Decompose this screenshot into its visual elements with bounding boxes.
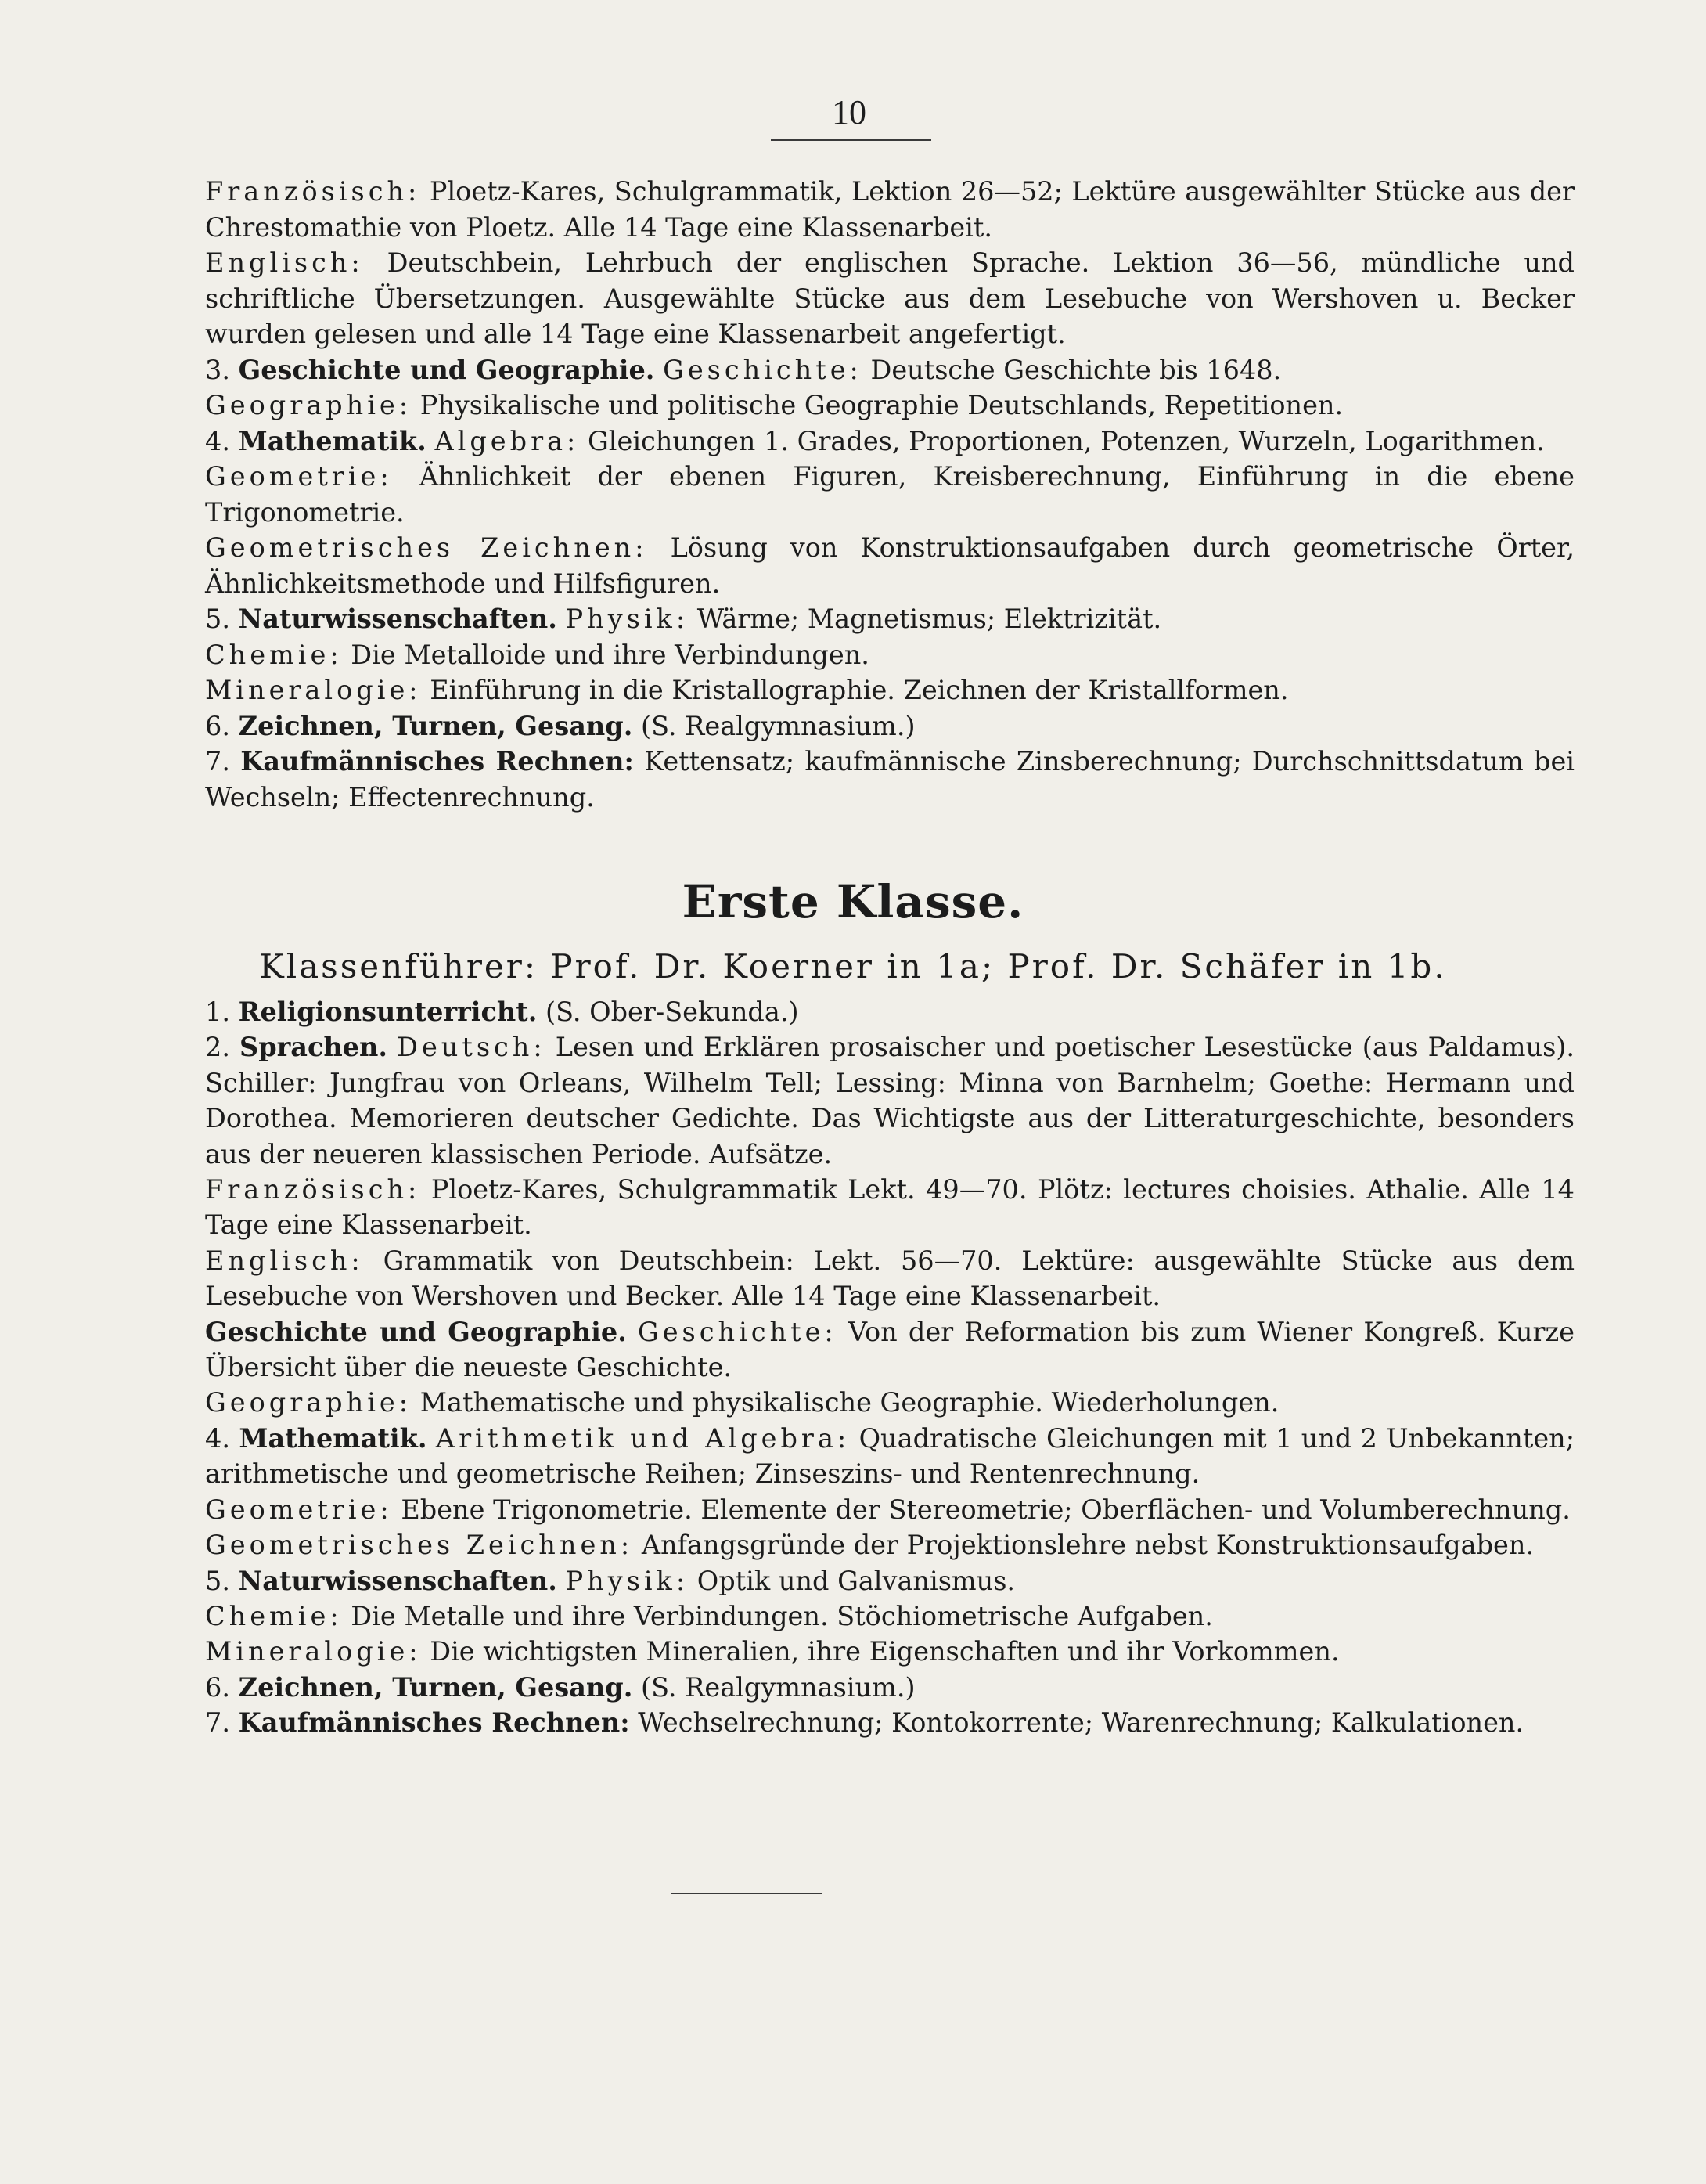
item-number: 4. [205, 1422, 230, 1454]
item-heading: Mathematik. [238, 425, 426, 456]
subject-text: Ploetz-Kares, Schulgrammatik, Lektion 26—52; Lektüre ausgewählter Stücke aus der Chrestomathie von Ploetz. Alle 14 Tage eine Klassenarbeit. [205, 176, 1575, 243]
section-title: Erste Klasse. [682, 875, 1024, 928]
subject-text: Die Metalle und ihre Verbindungen. Stöchiometrische Aufgaben. [351, 1600, 1213, 1631]
subject-text: Quadratische Gleichungen mit 1 und 2 Unbekannten; arithmetische und geometrische Reihen; Zinseszins- und Rentenrechnung. [205, 1422, 1575, 1490]
subject-text: Die Metalloide und ihre Verbindungen. [351, 639, 869, 670]
paragraph-mineralogie [205, 1634, 1575, 1669]
item-heading: Zeichnen, Turnen, Gesang. [238, 1671, 633, 1703]
subject-label: Deutsch: [397, 1032, 546, 1063]
paragraph-kaufmaennisches-rechnen [205, 744, 1575, 815]
paragraph-geographie [205, 387, 1575, 423]
item-number: 7. [205, 746, 230, 777]
paragraph-mathematik [205, 1421, 1575, 1492]
subject-text: Deutsche Geschichte bis 1648. [870, 354, 1282, 385]
subject-text: Die wichtigsten Mineralien, ihre Eigenschaften und ihr Vorkommen. [430, 1636, 1340, 1667]
paragraph-englisch [205, 1243, 1575, 1314]
closing-rule [671, 1893, 822, 1894]
subject-text: Wärme; Magnetismus; Elektrizität. [696, 604, 1162, 634]
paragraph-religion [205, 994, 1575, 1029]
item-heading: Geschichte und Geographie. [238, 354, 655, 385]
subject-text: Anfangsgründe der Projektionslehre nebst Konstruktionsaufgaben. [641, 1530, 1535, 1561]
first-class-curriculum [205, 994, 1575, 1741]
paragraph-naturwissenschaften [205, 1563, 1575, 1598]
paragraph-franzoesisch [205, 174, 1575, 245]
item-heading: Religionsunterricht. [238, 996, 538, 1027]
paragraph-geschichte [205, 1314, 1575, 1386]
subject-label: Geometrisches Zeichnen: [205, 532, 648, 563]
page-number: 10 [832, 93, 866, 132]
item-number: 7. [205, 1707, 230, 1739]
paragraph-mineralogie [205, 672, 1575, 708]
subject-label: Geschichte: [637, 1316, 837, 1347]
paragraph-franzoesisch [205, 1172, 1575, 1243]
subject-text: Lesen und Erklären prosaischer und poetischer Lesestücke (aus Paldamus). Schiller: Jungfrau von Orleans, Wilhelm Tell; Lessing: Minna von Barnhelm; Goethe: Hermann und Dorothea. Memorieren deutscher Gedichte. Das Wichtigste aus der Litteraturgeschichte, besonders aus der neueren klassischen Periode. Aufsätze. [205, 1032, 1575, 1169]
item-number: 5. [205, 604, 230, 634]
paragraph-kaufmaennisches-rechnen [205, 1705, 1575, 1740]
subject-label: Englisch: [205, 247, 364, 278]
paragraph-sprachen [205, 1029, 1575, 1172]
subject-text: Mathematische und physikalische Geographie. Wiederholungen. [419, 1387, 1280, 1418]
previous-class-curriculum [205, 174, 1575, 815]
subject-text: Einführung in die Kristallographie. Zeichnen der Kristallformen. [430, 675, 1289, 705]
page-number-rule [771, 139, 931, 141]
paragraph-geometrisches-zeichnen [205, 530, 1575, 601]
paragraph-naturwissenschaften [205, 601, 1575, 637]
subject-text: Ploetz-Kares, Schulgrammatik Lekt. 49—70. Plötz: lectures choisies. Athalie. Alle 14 Tage eine Klassenarbeit. [205, 1174, 1575, 1241]
item-heading: Naturwissenschaften. [238, 1565, 557, 1596]
subject-text: Deutschbein, Lehrbuch der englischen Sprache. Lektion 36—56, mündliche und schriftliche Übersetzungen. Ausgewählte Stücke aus dem Lesebuche von Wershoven u. Becker wurden gelesen und alle 14 Tage eine Klassenarbeit angefertigt. [205, 247, 1575, 349]
subject-label: Mineralogie: [205, 675, 422, 705]
subject-label: Englisch: [205, 1245, 364, 1276]
subject-text: Optik und Galvanismus. [696, 1565, 1016, 1596]
subject-label: Geometrie: [205, 461, 393, 492]
item-heading: Geschichte und Geographie. [205, 1316, 627, 1347]
subject-text: (S. Realgymnasium.) [641, 710, 916, 741]
item-number: 4. [205, 425, 230, 456]
subject-label: Französisch: [205, 1174, 421, 1206]
subject-text: Lösung von Konstruktionsaufgaben durch geometrische Örter, Ähnlichkeitsmethode und Hilfsfiguren. [205, 532, 1575, 599]
subject-text: Wechselrechnung; Kontokorrente; Warenrechnung; Kalkulationen. [638, 1707, 1524, 1739]
subject-label: Geometrisches Zeichnen: [205, 1530, 634, 1561]
subject-label: Geometrie: [205, 1494, 393, 1525]
class-leaders: Klassenführer: Prof. Dr. Koerner in 1a; Prof. Dr. Schäfer in 1b. [259, 947, 1447, 986]
subject-label: Geographie: [205, 1387, 412, 1418]
paragraph-mathematik [205, 423, 1575, 460]
subject-text: Physikalische und politische Geographie Deutschlands, Repetitionen. [419, 390, 1344, 420]
paragraph-chemie [205, 637, 1575, 673]
item-heading: Kaufmännisches Rechnen: [240, 746, 634, 777]
subject-text: Von der Reformation bis zum Wiener Kongreß. Kurze Übersicht über die neueste Geschichte. [205, 1316, 1575, 1383]
subject-label: Geographie: [205, 390, 412, 420]
item-heading: Zeichnen, Turnen, Gesang. [238, 710, 633, 741]
subject-label: Physik: [565, 1565, 689, 1596]
subject-text: Grammatik von Deutschbein: Lekt. 56—70. Lektüre: ausgewählte Stücke aus dem Lesebuche von Wershoven und Becker. Alle 14 Tage eine Klassenarbeit. [205, 1245, 1575, 1312]
item-heading: Naturwissenschaften. [238, 604, 557, 634]
subject-label: Chemie: [205, 639, 343, 670]
item-number: 6. [205, 1671, 230, 1703]
item-heading: Sprachen. [239, 1032, 388, 1063]
subject-label: Physik: [565, 604, 689, 634]
subject-text: Gleichungen 1. Grades, Proportionen, Potenzen, Wurzeln, Logarithmen. [588, 425, 1545, 456]
paragraph-zeichnen [205, 708, 1575, 744]
item-number: 5. [205, 1565, 230, 1596]
paragraph-geographie [205, 1385, 1575, 1420]
paragraph-geschichte [205, 352, 1575, 388]
subject-text: Ähnlichkeit der ebenen Figuren, Kreisberechnung, Einführung in die ebene Trigonometrie. [205, 461, 1575, 528]
subject-text: (S. Realgymnasium.) [641, 1671, 916, 1703]
paragraph-zeichnen [205, 1670, 1575, 1705]
paragraph-englisch [205, 245, 1575, 352]
subject-text: Ebene Trigonometrie. Elemente der Stereometrie; Oberflächen- und Volumberechnung. [401, 1494, 1571, 1525]
item-number: 1. [205, 996, 230, 1027]
subject-text: (S. Ober-Sekunda.) [545, 996, 799, 1027]
item-heading: Kaufmännisches Rechnen: [238, 1707, 630, 1739]
subject-label: Chemie: [205, 1600, 343, 1631]
paragraph-geometrie [205, 459, 1575, 530]
item-number: 2. [205, 1032, 230, 1063]
subject-label: Französisch: [205, 176, 421, 207]
subject-label: Mineralogie: [205, 1636, 422, 1667]
subject-label: Arithmetik und Algebra: [435, 1422, 851, 1454]
item-number: 3. [205, 354, 230, 385]
subject-text: Kettensatz; kaufmännische Zinsberechnung; Durchschnittsdatum bei Wechseln; Effectenrechnung. [205, 746, 1575, 813]
subject-label: Geschichte: [663, 354, 862, 385]
item-heading: Mathematik. [239, 1422, 427, 1454]
subject-label: Algebra: [434, 425, 580, 456]
paragraph-geometrisches-zeichnen [205, 1527, 1575, 1562]
item-number: 6. [205, 710, 230, 741]
paragraph-geometrie [205, 1492, 1575, 1527]
paragraph-chemie [205, 1598, 1575, 1634]
